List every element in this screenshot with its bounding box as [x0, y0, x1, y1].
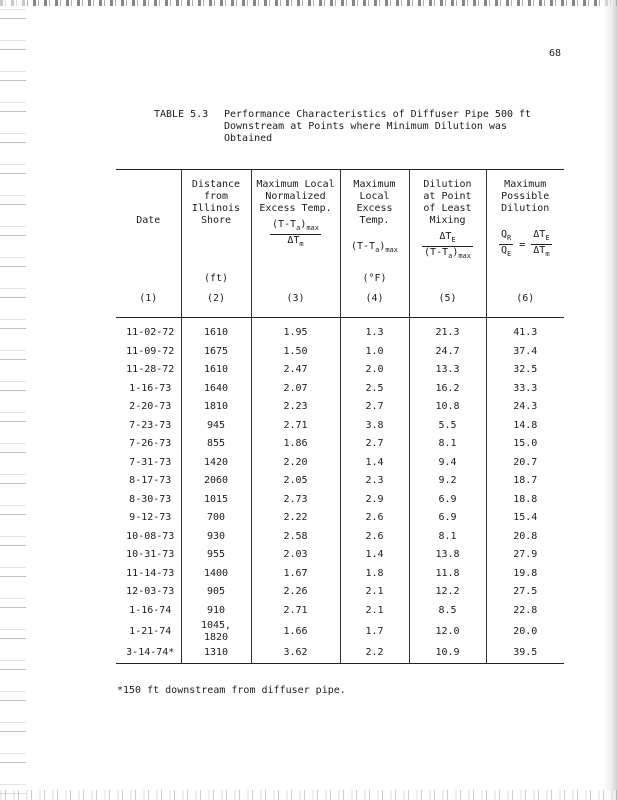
- table-cell: 11.8: [409, 565, 486, 584]
- header-dilution-least: [409, 170, 486, 274]
- footnote: *150 ft downstream from diffuser pipe.: [117, 685, 346, 696]
- table-cell: 2.71: [251, 417, 340, 436]
- table-cell: 1610: [181, 361, 251, 380]
- table-cell: 20.0: [486, 620, 564, 644]
- table-cell: 1.4: [340, 454, 409, 473]
- table-cell: 955: [181, 546, 251, 565]
- table-cell: 1610: [181, 318, 251, 343]
- table-cell: 27.5: [486, 583, 564, 602]
- table-cell: 1.7: [340, 620, 409, 644]
- table-cell: 1015: [181, 491, 251, 510]
- unit-cell: [116, 273, 181, 293]
- table-cell: 15.0: [486, 435, 564, 454]
- table-cell: 24.3: [486, 398, 564, 417]
- table-cell: 945: [181, 417, 251, 436]
- header-date: [116, 170, 181, 274]
- table-cell: 9-12-73: [129, 512, 172, 524]
- table-cell: 1-16-73: [129, 382, 172, 394]
- header-normalized-temp-text: Maximum Local Normalized Excess Temp.: [256, 179, 335, 214]
- header-row: [116, 170, 564, 274]
- table-cell: 11-02-72: [126, 327, 175, 339]
- table-row: [116, 491, 564, 510]
- table-cell: 2.07: [251, 380, 340, 399]
- table-cell: 8.1: [409, 528, 486, 547]
- table-cell: 2.6: [340, 528, 409, 547]
- table-row: [116, 644, 564, 663]
- header-normalized-temp: [251, 170, 340, 274]
- table-cell: 2.73: [251, 491, 340, 510]
- table-row: [116, 509, 564, 528]
- table-cell: 39.5: [486, 644, 564, 663]
- scan-edge-right: [603, 0, 617, 800]
- table-cell: 20.8: [486, 528, 564, 547]
- table-cell: 7-23-73: [129, 419, 172, 431]
- table-cell: 2.1: [340, 583, 409, 602]
- table-cell: 11-09-72: [126, 345, 175, 357]
- table-cell: 13.8: [409, 546, 486, 565]
- table-cell: 2.0: [340, 361, 409, 380]
- table-cell: 8-17-73: [129, 475, 172, 487]
- unit-cell: (°F): [340, 273, 409, 293]
- table-cell: 1045, 1820: [181, 620, 251, 644]
- scan-edge-left: [0, 0, 26, 800]
- table-cell: 1.66: [251, 620, 340, 644]
- unit-cell: [486, 273, 564, 293]
- table-cell: 18.8: [486, 491, 564, 510]
- table-cell: 2.5: [340, 380, 409, 399]
- table-cell: 21.3: [409, 318, 486, 343]
- table-row: [116, 318, 564, 343]
- table-row: [116, 472, 564, 491]
- table-row: [116, 343, 564, 362]
- table-cell: 2.23: [251, 398, 340, 417]
- table-cell: 14.8: [486, 417, 564, 436]
- table-cell: 3-14-74*: [116, 644, 181, 663]
- table-row: [116, 380, 564, 399]
- table-row: [116, 546, 564, 565]
- table-cell: 32.5: [486, 361, 564, 380]
- table-cell: 10-08-73: [126, 530, 175, 542]
- formula-normalized-temp: $\frac{(T-T_a)_{max}}{\Delta T_m}$: [272, 219, 319, 248]
- table-cell: 2.7: [340, 435, 409, 454]
- table-cell: 1.4: [340, 546, 409, 565]
- table-row: [116, 361, 564, 380]
- table-cell: 1400: [181, 565, 251, 584]
- table-row: [116, 620, 564, 644]
- table-row: [116, 565, 564, 584]
- table-cell: 1420: [181, 454, 251, 473]
- page-number: 68: [549, 48, 562, 59]
- table-cell: 11-14-73: [126, 567, 175, 579]
- table-row: [116, 417, 564, 436]
- table-cell: 2.03: [251, 546, 340, 565]
- table-cell: 2.22: [251, 509, 340, 528]
- table-cell: 8-30-73: [129, 493, 172, 505]
- table-cell: 855: [181, 435, 251, 454]
- table-cell: 2.2: [340, 644, 409, 663]
- table-cell: 1810: [181, 398, 251, 417]
- table-cell: 2.47: [251, 361, 340, 380]
- scan-edge-bottom: [0, 790, 617, 800]
- table-cell: 8.5: [409, 602, 486, 621]
- header-dilution-least-text: Dilution at Point of Least Mixing: [423, 179, 472, 226]
- table-cell: 700: [181, 509, 251, 528]
- table-cell: 1.95: [251, 318, 340, 343]
- table-cell: 8.1: [409, 435, 486, 454]
- table-label: TABLE 5.3: [154, 109, 209, 120]
- table-cell: 910: [181, 602, 251, 621]
- scan-edge-top: [0, 0, 617, 6]
- table-cell: 19.8: [486, 565, 564, 584]
- table-cell: 18.7: [486, 472, 564, 491]
- table-cell: 6.9: [409, 491, 486, 510]
- table-cell: 9.4: [409, 454, 486, 473]
- table-cell: 5.5: [409, 417, 486, 436]
- table-cell: 1-16-74: [129, 604, 172, 616]
- table-cell: 12.2: [409, 583, 486, 602]
- header-distance: [181, 170, 251, 274]
- column-number: (4): [340, 293, 409, 318]
- table-cell: 7-26-73: [129, 438, 172, 450]
- column-number: (3): [251, 293, 340, 318]
- table-cell: 11-28-72: [126, 364, 175, 376]
- table-row: [116, 528, 564, 547]
- performance-table: [116, 169, 564, 664]
- column-number-row: [116, 293, 564, 318]
- table-cell: 3.8: [340, 417, 409, 436]
- table-cell: 41.3: [486, 318, 564, 343]
- table-cell: 1675: [181, 343, 251, 362]
- table-cell: 2.20: [251, 454, 340, 473]
- unit-cell: [409, 273, 486, 293]
- table-cell: 1.8: [340, 565, 409, 584]
- table-row: [116, 602, 564, 621]
- table-cell: 10.9: [409, 644, 486, 663]
- unit-cell: (ft): [181, 273, 251, 293]
- table-cell: 10.8: [409, 398, 486, 417]
- table-cell: 1-21-74: [129, 626, 172, 637]
- header-excess-temp-text: Maximum Local Excess Temp.: [353, 179, 396, 226]
- table-cell: 2.05: [251, 472, 340, 491]
- table-cell: 2.6: [340, 509, 409, 528]
- table-cell: 1640: [181, 380, 251, 399]
- table-cell: 33.3: [486, 380, 564, 399]
- performance-table-container: [116, 169, 564, 676]
- units-row: [116, 273, 564, 293]
- column-number: (1): [116, 293, 181, 318]
- table-cell: 2.26: [251, 583, 340, 602]
- table-cell: 1.3: [340, 318, 409, 343]
- header-date-text: Date: [136, 215, 161, 226]
- table-cell: 905: [181, 583, 251, 602]
- table-cell: 22.8: [486, 602, 564, 621]
- table-row: [116, 398, 564, 417]
- header-max-dilution: [486, 170, 564, 274]
- column-number: (2): [181, 293, 251, 318]
- table-cell: 27.9: [486, 546, 564, 565]
- header-excess-temp: [340, 170, 409, 274]
- formula-dilution-least: $\frac{\Delta T_E}{(T-T_a)_{max}}$: [424, 231, 471, 260]
- formula-max-dilution: $\frac{Q_R}{Q_E}$ = $\frac{\Delta T_E}{\Delta T_m}$: [500, 229, 550, 258]
- table-cell: 12.0: [409, 620, 486, 644]
- table-cell: 2.1: [340, 602, 409, 621]
- table-caption-text: Performance Characteristics of Diffuser Pipe 500 ft Downstream at Points where Minimum Dilution was Obtained: [224, 109, 532, 144]
- formula-excess-temp: $(T-T_a)_{max}$: [351, 241, 398, 254]
- table-row: [116, 435, 564, 454]
- table-cell: 1.86: [251, 435, 340, 454]
- table-cell: 3.62: [251, 644, 340, 663]
- table-cell: 12-03-73: [126, 586, 175, 598]
- table-cell: 37.4: [486, 343, 564, 362]
- column-number: (6): [486, 293, 564, 318]
- table-cell: 20.7: [486, 454, 564, 473]
- table-row: [116, 454, 564, 473]
- table-cell: 2.71: [251, 602, 340, 621]
- header-max-dilution-text: Maximum Possible Dilution: [501, 179, 550, 214]
- unit-cell: [251, 273, 340, 293]
- table-cell: 2060: [181, 472, 251, 491]
- table-cell: 9.2: [409, 472, 486, 491]
- table-cell: 6.9: [409, 509, 486, 528]
- table-cell: 16.2: [409, 380, 486, 399]
- table-cell: 2.3: [340, 472, 409, 491]
- table-cell: 24.7: [409, 343, 486, 362]
- table-cell: 930: [181, 528, 251, 547]
- table-cell: 1310: [181, 644, 251, 663]
- table-cell: 1.0: [340, 343, 409, 362]
- table-row: [116, 583, 564, 602]
- table-cell: 2.7: [340, 398, 409, 417]
- table-cell: 10-31-73: [126, 549, 175, 561]
- header-distance-text: Distance from Illinois Shore: [191, 179, 241, 226]
- table-cell: 2-20-73: [129, 401, 172, 413]
- table-cell: 2.58: [251, 528, 340, 547]
- table-cell: 7-31-73: [129, 456, 172, 468]
- table-cell: 1.50: [251, 343, 340, 362]
- column-number: (5): [409, 293, 486, 318]
- table-cell: 15.4: [486, 509, 564, 528]
- table-cell: 13.3: [409, 361, 486, 380]
- table-cell: 2.9: [340, 491, 409, 510]
- table-cell: 1.67: [251, 565, 340, 584]
- table-body: [116, 318, 564, 664]
